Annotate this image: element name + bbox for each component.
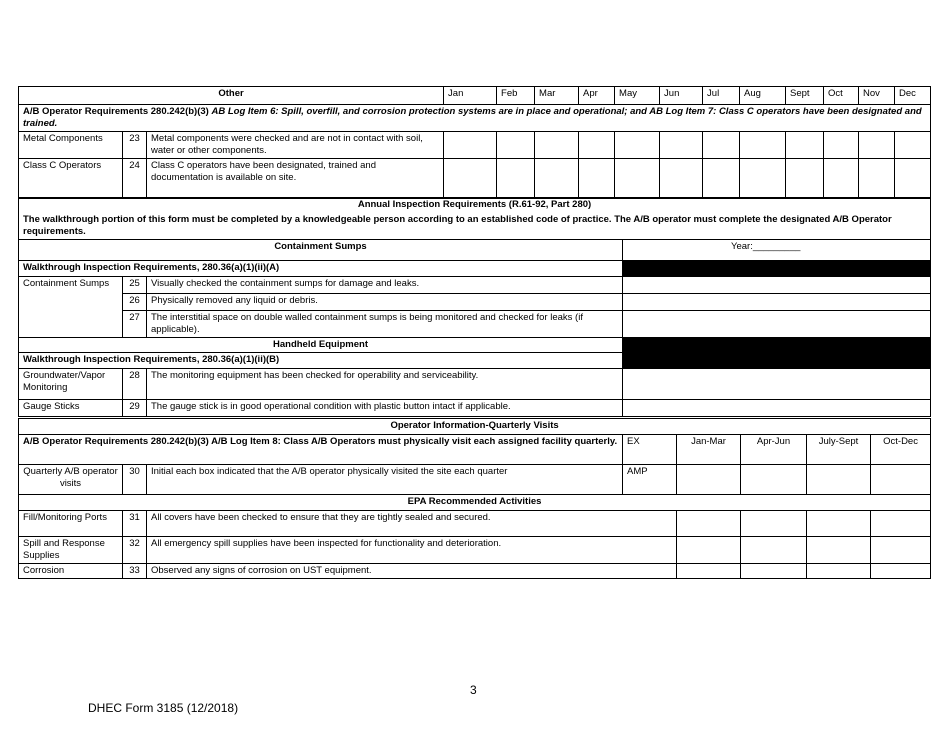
row-number: 32 bbox=[123, 537, 147, 564]
check-box[interactable] bbox=[807, 537, 871, 564]
operator-table bbox=[18, 418, 931, 579]
row-description: Metal components were checked and are not in contact with soil, water or other components. bbox=[147, 132, 444, 159]
response-cell[interactable] bbox=[623, 310, 931, 337]
other-table bbox=[18, 86, 931, 199]
row-category: Containment Sumps bbox=[19, 276, 123, 337]
checkbox-cell[interactable] bbox=[786, 132, 824, 159]
month-jan: Jan bbox=[444, 87, 497, 105]
containment-title: Containment Sumps bbox=[19, 239, 623, 260]
other-requirement-text: AB Log Item 6: Spill, overfill, and corrosion protection systems are in place and operational; and AB Log Item 7: Class C operators have been designated and trained. bbox=[23, 106, 922, 129]
row-category: Quarterly A/B operator visits bbox=[19, 465, 123, 495]
row-number: 27 bbox=[123, 310, 147, 337]
check-box[interactable] bbox=[677, 511, 741, 537]
checkbox-cell[interactable] bbox=[579, 132, 615, 159]
checkbox-cell[interactable] bbox=[444, 159, 497, 199]
operator-title: Operator Information-Quarterly Visits bbox=[19, 419, 931, 435]
row-category: Groundwater/Vapor Monitoring bbox=[19, 368, 123, 399]
table-row bbox=[19, 564, 931, 579]
other-requirement bbox=[19, 105, 931, 132]
table-row bbox=[19, 276, 931, 293]
checkbox-cell[interactable] bbox=[660, 132, 703, 159]
row-description: Initial each box indicated that the A/B operator physically visited the site each quarter bbox=[147, 465, 623, 495]
checkbox-cell[interactable] bbox=[824, 132, 859, 159]
blackout-cell bbox=[623, 260, 931, 276]
checkbox-cell[interactable] bbox=[615, 132, 660, 159]
other-section-title: Other bbox=[19, 87, 444, 105]
row-number: 24 bbox=[123, 159, 147, 199]
checkbox-cell[interactable] bbox=[497, 132, 535, 159]
checkbox-cell[interactable] bbox=[895, 132, 931, 159]
month-feb: Feb bbox=[497, 87, 535, 105]
table-row bbox=[19, 293, 931, 310]
check-box[interactable] bbox=[741, 537, 807, 564]
row-number: 28 bbox=[123, 368, 147, 399]
page-number: 3 bbox=[470, 683, 477, 697]
check-box[interactable] bbox=[871, 537, 931, 564]
operator-requirement: A/B Operator Requirements 280.242(b)(3) A/B Log Item 8: Class A/B Operators must physically visit each assigned facility quarterly. bbox=[19, 435, 623, 465]
checkbox-cell[interactable] bbox=[859, 132, 895, 159]
row-number: 23 bbox=[123, 132, 147, 159]
initial-box[interactable] bbox=[807, 465, 871, 495]
check-box[interactable] bbox=[741, 564, 807, 579]
row-number: 31 bbox=[123, 511, 147, 537]
check-box[interactable] bbox=[871, 511, 931, 537]
checkbox-cell[interactable] bbox=[444, 132, 497, 159]
annual-table bbox=[18, 197, 931, 417]
month-apr: Apr bbox=[579, 87, 615, 105]
row-number: 30 bbox=[123, 465, 147, 495]
initial-box[interactable] bbox=[871, 465, 931, 495]
checkbox-cell[interactable] bbox=[786, 159, 824, 199]
check-box[interactable] bbox=[807, 511, 871, 537]
handheld-title: Handheld Equipment bbox=[19, 337, 623, 352]
annual-note: The walkthrough portion of this form must be completed by a knowledgeable person according to an established code of practice. The A/B operator must complete the designated A/B Operator requirements. bbox=[19, 213, 931, 240]
quarter-apr-jun: Apr-Jun bbox=[741, 435, 807, 465]
table-row bbox=[19, 310, 931, 337]
check-box[interactable] bbox=[807, 564, 871, 579]
response-cell[interactable] bbox=[623, 293, 931, 310]
table-row bbox=[19, 159, 931, 199]
quarter-jan-mar: Jan-Mar bbox=[677, 435, 741, 465]
checkbox-cell[interactable] bbox=[535, 159, 579, 199]
checkbox-cell[interactable] bbox=[895, 159, 931, 199]
row-description: The interstitial space on double walled containment sumps is being monitored and checked for leaks (if applicable). bbox=[147, 310, 623, 337]
year-field[interactable]: Year:_________ bbox=[623, 239, 931, 260]
check-box[interactable] bbox=[677, 564, 741, 579]
row-category: Gauge Sticks bbox=[19, 399, 123, 416]
row-description: All emergency spill supplies have been inspected for functionality and deterioration. bbox=[147, 537, 677, 564]
row-description: The monitoring equipment has been checked for operability and serviceability. bbox=[147, 368, 623, 399]
checkbox-cell[interactable] bbox=[740, 132, 786, 159]
amp-label: AMP bbox=[623, 465, 677, 495]
response-cell[interactable] bbox=[623, 399, 931, 416]
row-category: Metal Components bbox=[19, 132, 123, 159]
table-row bbox=[19, 511, 931, 537]
quarter-oct-dec: Oct-Dec bbox=[871, 435, 931, 465]
table-row bbox=[19, 399, 931, 416]
response-cell[interactable] bbox=[623, 276, 931, 293]
month-may: May bbox=[615, 87, 660, 105]
row-category: Corrosion bbox=[19, 564, 123, 579]
checkbox-cell[interactable] bbox=[535, 132, 579, 159]
checkbox-cell[interactable] bbox=[579, 159, 615, 199]
checkbox-cell[interactable] bbox=[703, 132, 740, 159]
row-description: Physically removed any liquid or debris. bbox=[147, 293, 623, 310]
other-requirement-prefix: A/B Operator Requirements 280.242(b)(3) bbox=[23, 106, 209, 117]
row-description: Visually checked the containment sumps for damage and leaks. bbox=[147, 276, 623, 293]
month-nov: Nov bbox=[859, 87, 895, 105]
form-label: DHEC Form 3185 (12/2018) bbox=[88, 701, 239, 715]
month-oct: Oct bbox=[824, 87, 859, 105]
checkbox-cell[interactable] bbox=[859, 159, 895, 199]
checkbox-cell[interactable] bbox=[660, 159, 703, 199]
row-category: Fill/Monitoring Ports bbox=[19, 511, 123, 537]
table-row bbox=[19, 368, 931, 399]
ex-label: EX bbox=[623, 435, 677, 465]
checkbox-cell[interactable] bbox=[740, 159, 786, 199]
checkbox-cell[interactable] bbox=[615, 159, 660, 199]
month-aug: Aug bbox=[740, 87, 786, 105]
quarter-july-sept: July-Sept bbox=[807, 435, 871, 465]
month-sept: Sept bbox=[786, 87, 824, 105]
month-jun: Jun bbox=[660, 87, 703, 105]
checkbox-cell[interactable] bbox=[824, 159, 859, 199]
table-row bbox=[19, 465, 931, 495]
check-box[interactable] bbox=[871, 564, 931, 579]
table-row bbox=[19, 537, 931, 564]
checkbox-cell[interactable] bbox=[497, 159, 535, 199]
response-cell[interactable] bbox=[623, 368, 931, 399]
month-jul: Jul bbox=[703, 87, 740, 105]
row-description: Class C operators have been designated, trained and documentation is available on site. bbox=[147, 159, 444, 199]
epa-title: EPA Recommended Activities bbox=[19, 495, 931, 511]
checkbox-cell[interactable] bbox=[703, 159, 740, 199]
blackout-cell bbox=[623, 337, 931, 368]
check-box[interactable] bbox=[677, 537, 741, 564]
check-box[interactable] bbox=[741, 511, 807, 537]
month-dec: Dec bbox=[895, 87, 931, 105]
table-row bbox=[19, 132, 931, 159]
initial-box[interactable] bbox=[741, 465, 807, 495]
containment-requirement: Walkthrough Inspection Requirements, 280.36(a)(1)(ii)(A) bbox=[19, 260, 623, 276]
annual-title: Annual Inspection Requirements (R.61-92, Part 280) bbox=[19, 198, 931, 213]
row-description: Observed any signs of corrosion on UST equipment. bbox=[147, 564, 677, 579]
row-description: The gauge stick is in good operational condition with plastic button intact if applicable. bbox=[147, 399, 623, 416]
row-description: All covers have been checked to ensure that they are tightly sealed and secured. bbox=[147, 511, 677, 537]
row-number: 33 bbox=[123, 564, 147, 579]
handheld-requirement: Walkthrough Inspection Requirements, 280.36(a)(1)(ii)(B) bbox=[19, 352, 623, 368]
row-number: 29 bbox=[123, 399, 147, 416]
month-mar: Mar bbox=[535, 87, 579, 105]
row-number: 26 bbox=[123, 293, 147, 310]
row-category: Class C Operators bbox=[19, 159, 123, 199]
row-category: Spill and Response Supplies bbox=[19, 537, 123, 564]
initial-box[interactable] bbox=[677, 465, 741, 495]
row-number: 25 bbox=[123, 276, 147, 293]
